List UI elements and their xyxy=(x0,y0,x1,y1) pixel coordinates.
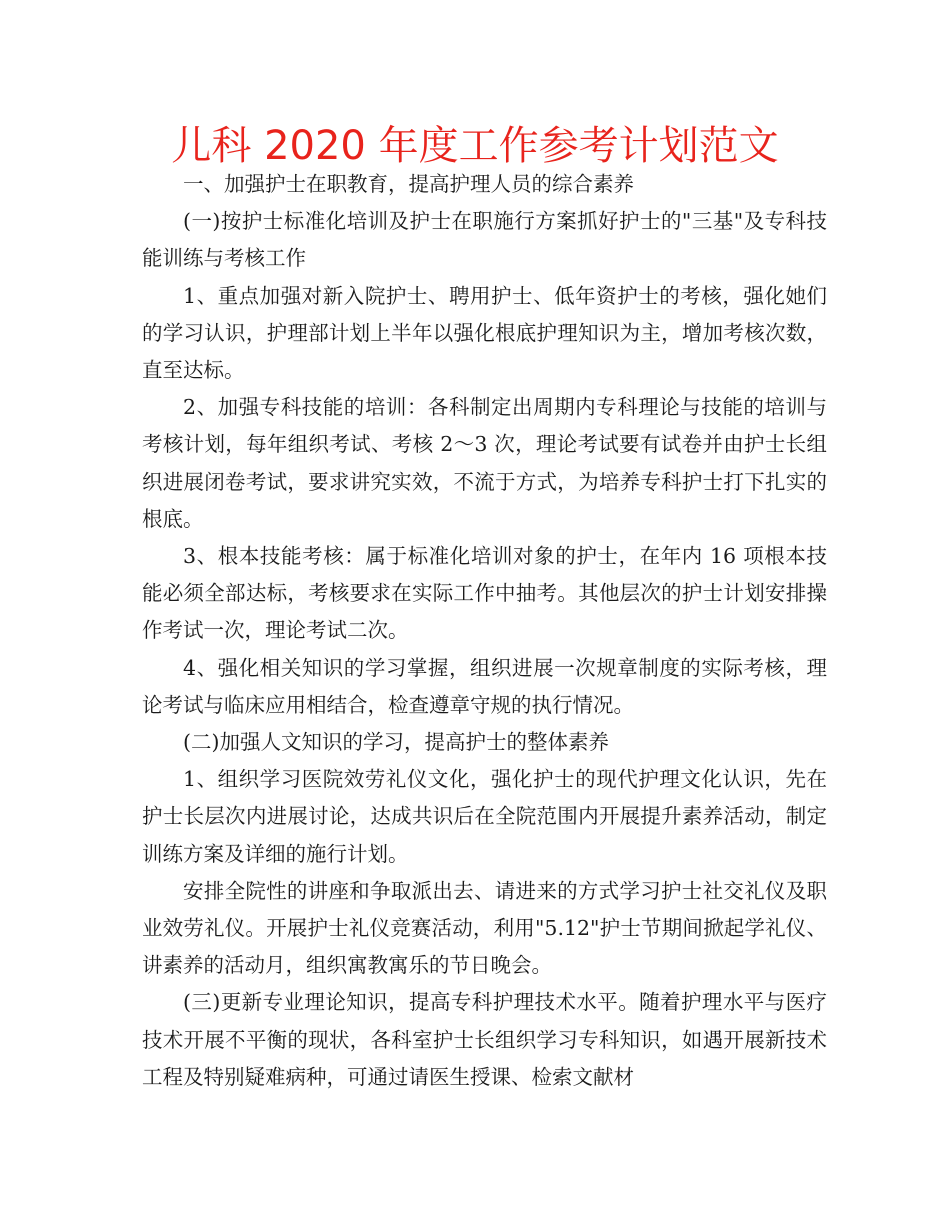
document-body xyxy=(142,166,827,1096)
paragraph-4: 4、强化相关知识的学习掌握，组织进展一次规章制度的实际考核，理论考试与临床应用相结合，检查遵章守规的执行情况。 xyxy=(142,655,827,717)
section-heading-1: 一、加强护士在职教育，提高护理人员的综合素养 xyxy=(183,172,634,196)
document-title: 儿科 2020 年度工作参考计划范文 xyxy=(171,123,779,169)
subsection-heading-1: (一)按护士标准化培训及护士在职施行方案抓好护士的"三基"及专科技能训练与考核工作 xyxy=(142,209,827,271)
paragraph-3: 3、根本技能考核：属于标准化培训对象的护士，在年内 16 项根本技能必须全部达标，考核要求在实际工作中抽考。其他层次的护士计划安排操作考试一次，理论考试二次。 xyxy=(142,544,827,643)
paragraph-5: 1、组织学习医院效劳礼仪文化，强化护士的现代护理文化认识，先在护士长层次内进展讨论，达成共识后在全院范围内开展提升素养活动，制定训练方案及详细的施行计划。 xyxy=(142,767,827,866)
paragraph-1: 1、重点加强对新入院护士、聘用护士、低年资护士的考核，强化她们的学习认识，护理部计划上半年以强化根底护理知识为主，增加考核次数，直至达标。 xyxy=(142,283,827,383)
paragraph-2: 2、加强专科技能的培训：各科制定出周期内专科理论与技能的培训与考核计划，每年组织考试、考核 2～3 次，理论考试要有试卷并由护士长组织进展闭卷考试，要求讲究实效，不流于方式，为培养专科护士打下扎实的根底。 xyxy=(142,395,827,531)
subsection-heading-2: (二)加强人文知识的学习，提高护士的整体素养 xyxy=(183,730,609,755)
paragraph-6: 安排全院性的讲座和争取派出去、请进来的方式学习护士社交礼仪及职业效劳礼仪。开展护士礼仪竞赛活动，利用"5.12"护士节期间掀起学礼仪、讲素养的活动月，组织寓教寓乐的节日晚会。 xyxy=(142,878,827,978)
paragraph-7: (三)更新专业理论知识，提高专科护理技术水平。随着护理水平与医疗技术开展不平衡的现状，各科室护士长组织学习专科知识，如遇开展新技术工程及特别疑难病种，可通过请医生授课、检索文献材 xyxy=(142,990,827,1089)
